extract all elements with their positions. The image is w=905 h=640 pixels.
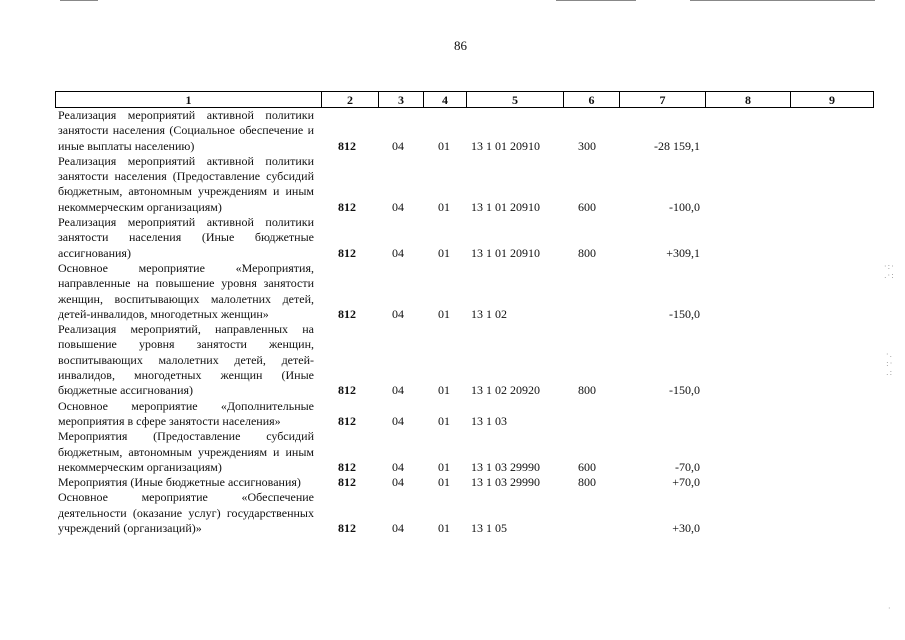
- column-number-header: [55, 91, 874, 108]
- row-col-2: 812: [338, 245, 356, 260]
- row-col-4: 01: [438, 306, 450, 321]
- row-col-5: 13 1 05: [471, 521, 507, 536]
- table-row: [58, 399, 878, 430]
- row-col-3: 04: [392, 413, 404, 428]
- row-col-4: 01: [438, 459, 450, 474]
- row-col-6: 600: [578, 459, 596, 474]
- row-col-4: 01: [438, 475, 450, 490]
- row-col-4: 01: [438, 521, 450, 536]
- row-col-2: 812: [338, 521, 356, 536]
- row-col-5: 13 1 02 20920: [471, 383, 540, 398]
- row-col-5: 13 1 01 20910: [471, 245, 540, 260]
- table-row: [58, 215, 878, 261]
- row-description: Мероприятия (Иные бюджетные ассигнования): [58, 475, 301, 490]
- row-col-2: 812: [338, 199, 356, 214]
- row-col-2: 812: [338, 306, 356, 321]
- page-number: 86: [454, 38, 467, 53]
- table-row: [58, 154, 878, 215]
- header-col-6: 6: [564, 92, 620, 108]
- row-description: Мероприятия (Предоставление субсидий бюджетным, автономным учреждениям и иным некоммерческим организациям): [58, 429, 314, 474]
- row-description: Основное мероприятие «Мероприятия, направленные на повышение уровня занятости женщин, воспитывающих малолетних детей, детей-инвалидов, многодетных женщин»: [58, 260, 314, 321]
- row-col-2: 812: [338, 383, 356, 398]
- row-col-5: 13 1 03 29990: [471, 459, 540, 474]
- row-col-5: 13 1 01 20910: [471, 199, 540, 214]
- header-col-3: 3: [379, 92, 424, 108]
- row-col-3: 04: [392, 475, 404, 490]
- row-description: Основное мероприятие «Обеспечение деятельности (оказание услуг) государственных учреждений (организаций)»: [58, 490, 314, 536]
- row-col-7: -28 159,1: [654, 138, 700, 153]
- scan-edge-line-right: [690, 0, 875, 1]
- row-col-2: 812: [338, 459, 356, 474]
- row-col-3: 04: [392, 306, 404, 321]
- scan-edge-line-left: [60, 0, 98, 1]
- row-col-4: 01: [438, 245, 450, 260]
- table-row: [58, 261, 878, 322]
- row-col-5: 13 1 03: [471, 413, 507, 428]
- row-col-6: 600: [578, 199, 596, 214]
- row-col-7: +309,1: [666, 245, 700, 260]
- scan-speck: ·. :· .:: [886, 350, 894, 377]
- row-col-2: 812: [338, 138, 356, 153]
- row-col-6: 800: [578, 245, 596, 260]
- row-col-3: 04: [392, 383, 404, 398]
- row-col-4: 01: [438, 138, 450, 153]
- row-col-7: -100,0: [669, 199, 700, 214]
- row-col-6: 800: [578, 383, 596, 398]
- row-col-7: +30,0: [672, 521, 700, 536]
- row-col-3: 04: [392, 245, 404, 260]
- row-col-7: -150,0: [669, 383, 700, 398]
- header-col-5: 5: [467, 92, 564, 108]
- row-col-5: 13 1 03 29990: [471, 475, 540, 490]
- row-col-7: -70,0: [675, 459, 700, 474]
- row-col-7: -150,0: [669, 306, 700, 321]
- scan-speck: ·: [888, 604, 892, 613]
- row-col-3: 04: [392, 521, 404, 536]
- header-col-9: 9: [791, 92, 874, 108]
- row-col-5: 13 1 01 20910: [471, 138, 540, 153]
- row-description: Реализация мероприятий активной политики занятости населения (Социальное обеспечение и иные выплаты населению): [58, 108, 314, 153]
- scan-edge-line-middle: [556, 0, 636, 1]
- row-col-6: 300: [578, 138, 596, 153]
- table-row: [58, 475, 878, 490]
- row-col-7: +70,0: [672, 475, 700, 490]
- table-row: [58, 429, 878, 475]
- row-col-3: 04: [392, 459, 404, 474]
- row-col-3: 04: [392, 199, 404, 214]
- header-col-2: 2: [322, 92, 379, 108]
- row-col-6: 800: [578, 475, 596, 490]
- row-description: Основное мероприятие «Дополнительные мероприятия в сфере занятости населения»: [58, 398, 314, 428]
- table-row: [58, 322, 878, 398]
- table-row: [58, 490, 878, 536]
- row-col-5: 13 1 02: [471, 306, 507, 321]
- row-col-3: 04: [392, 138, 404, 153]
- header-col-1: 1: [56, 92, 322, 108]
- header-col-7: 7: [620, 92, 706, 108]
- budget-rows: [58, 108, 878, 536]
- scan-speck: ·:· .·:: [884, 262, 895, 280]
- row-col-2: 812: [338, 413, 356, 428]
- row-col-4: 01: [438, 199, 450, 214]
- header-col-4: 4: [424, 92, 467, 108]
- row-col-4: 01: [438, 413, 450, 428]
- row-description: Реализация мероприятий активной политики занятости населения (Иные бюджетные ассигнования): [58, 215, 314, 260]
- row-description: Реализация мероприятий активной политики занятости населения (Предоставление субсидий бюджетным, автономным учреждениям и иным некоммерческим организациям): [58, 153, 314, 214]
- row-col-4: 01: [438, 383, 450, 398]
- header-col-8: 8: [706, 92, 791, 108]
- row-description: Реализация мероприятий, направленных на повышение уровня занятости женщин, воспитывающих малолетних детей, детей-инвалидов, многодетных женщин (Иные бюджетные ассигнования): [58, 322, 314, 398]
- row-col-2: 812: [338, 475, 356, 490]
- table-row: [58, 108, 878, 154]
